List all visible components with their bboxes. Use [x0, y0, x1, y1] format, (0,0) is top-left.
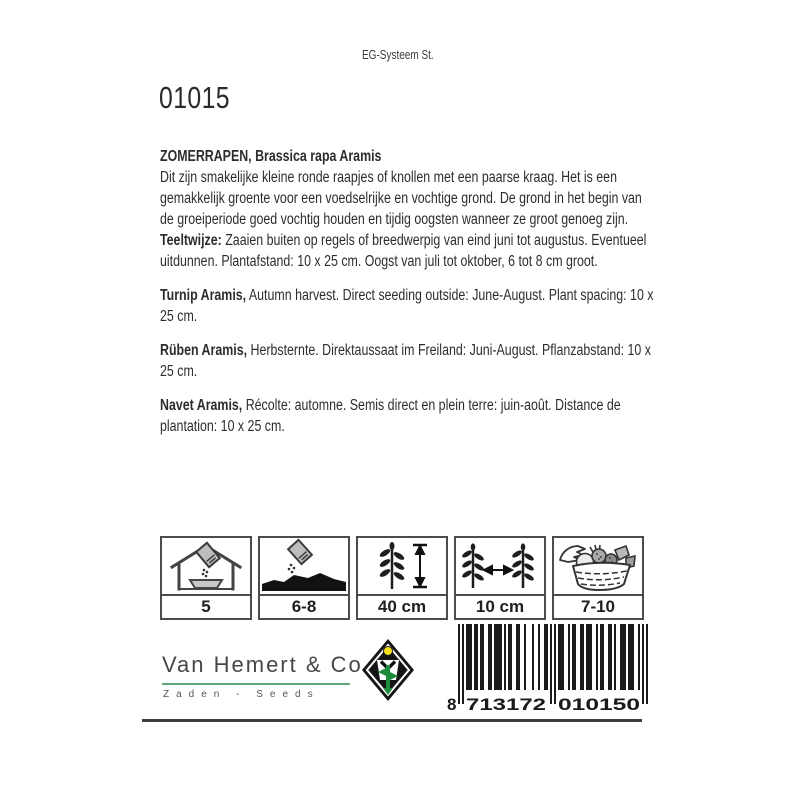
harvest-basket-icon — [554, 538, 642, 596]
product-title: ZOMERRAPEN, Brassica rapa Aramis — [160, 148, 382, 165]
description-english: Turnip Aramis, Autumn harvest. Direct seeding outside: June-August. Plant spacing: 10 x 25 cm. — [160, 287, 654, 325]
pictogram-row — [160, 536, 644, 620]
description-dutch: Dit zijn smakelijke kleine ronde raapjes of knollen met een paarse kraag. Het is een gemakkelijk groente voor een voedselrijke en vochtige grond. De grond in het begin van de groeiperiode goed vochtig houden en tijdig oogsten wanneer ze groot genoeg zijn. Teeltwijze: Zaaien buiten op regels of breedwerpig van eind juni tot augustus. Eventueel uitdunnen. Plantafstand: 10 x 25 cm. Oogst van juli tot oktober, 6 tot 8 cm groot. — [160, 169, 647, 270]
bottom-divider-rule — [142, 719, 642, 722]
description-german: Rüben Aramis, Herbsternte. Direktaussaat im Freiland: Juni-August. Pflanzabstand: 10 x 25 cm. — [160, 342, 651, 380]
pictogram-sow-indoors — [160, 536, 252, 620]
pictogram-sow-outdoors — [258, 536, 350, 620]
brand-accent-rule — [162, 683, 350, 685]
svg-text:713172: 713172 — [466, 695, 546, 714]
pictogram-label: 5 — [201, 597, 211, 616]
sow-outdoors-icon — [260, 538, 348, 596]
article-number: 01015 — [159, 80, 230, 115]
plant-height-icon — [358, 538, 446, 596]
pictogram-label: 6-8 — [291, 597, 317, 616]
product-description-block — [160, 146, 654, 437]
pictogram-plant-spacing — [454, 536, 546, 620]
svg-text:8: 8 — [447, 695, 457, 714]
pictogram-label: 10 cm — [475, 597, 525, 616]
plant-spacing-icon — [456, 538, 544, 596]
pictogram-label: 7-10 — [580, 597, 616, 616]
pictogram-harvest — [552, 536, 644, 620]
van-hemert-diamond-logo — [361, 638, 415, 702]
barcode — [446, 624, 648, 716]
eg-system-label: EG-Systeem St. — [362, 48, 434, 62]
pictogram-plant-height — [356, 536, 448, 620]
sow-indoors-icon — [162, 538, 250, 596]
pictogram-label: 40 cm — [377, 597, 427, 616]
brand-tagline: Zaden - Seeds — [163, 689, 320, 700]
brand-name: Van Hemert & Co — [162, 652, 363, 677]
svg-text:010150: 010150 — [558, 695, 640, 714]
description-french: Navet Aramis, Récolte: automne. Semis direct en plein terre: juin-août. Distance de plantation: 10 x 25 cm. — [160, 397, 621, 435]
